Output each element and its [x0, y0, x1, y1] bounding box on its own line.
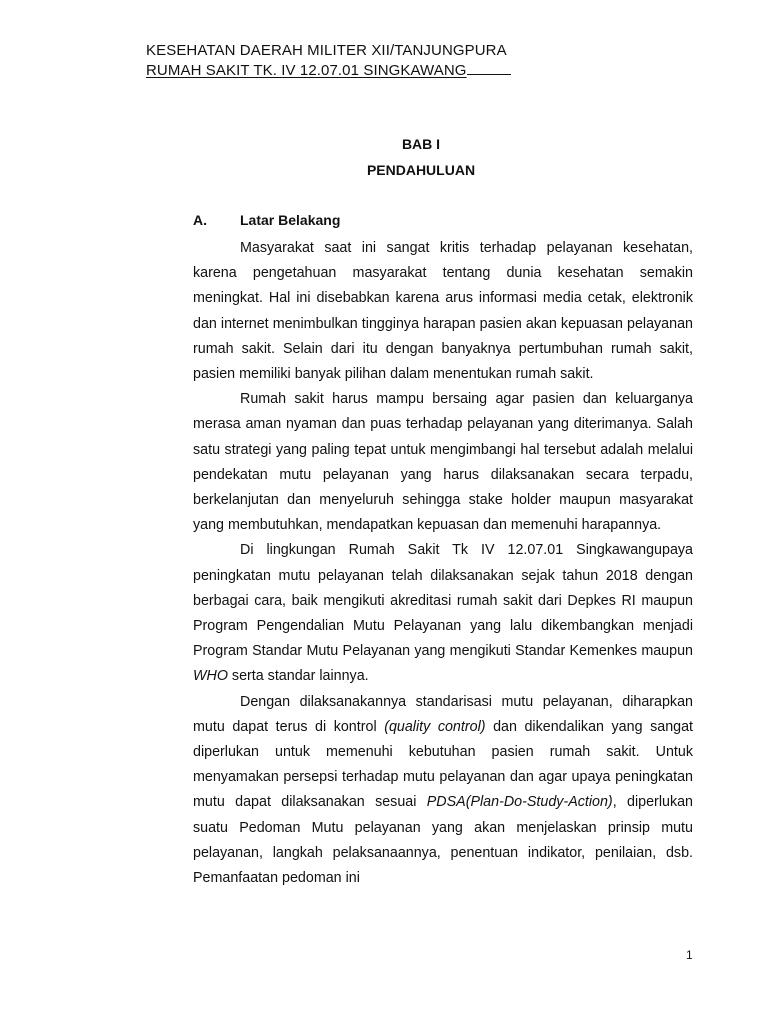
paragraph-3-who: WHO [193, 668, 228, 685]
paragraph-4 [193, 690, 693, 892]
section-heading [193, 212, 340, 228]
letterhead-line-2-text: RUMAH SAKIT TK. IV 12.07.01 SINGKAWANG [146, 62, 467, 79]
letterhead-underline [467, 60, 511, 75]
paragraph-1: Masyarakat saat ini sangat kritis terhadap pelayanan kesehatan, karena pengetahuan masyarakat tentang dunia kesehatan semakin meningkat. Hal ini disebabkan karena arus informasi media cetak, elektronik dan internet menimbulkan tingginya harapan pasien akan kepuasan pelayanan rumah sakit. Selain dari itu dengan banyaknya pertumbuhan rumah sakit, pasien memiliki banyak pilihan dalam menentukan rumah sakit. [193, 240, 693, 383]
chapter-number: BAB I [401, 136, 441, 152]
paragraph-4-pdsa: PDSA(Plan-Do-Study-Action) [426, 794, 613, 811]
chapter-title: PENDAHULUAN [366, 162, 476, 178]
body-text [193, 236, 693, 891]
section-letter: A. [193, 212, 207, 228]
paragraph-3-text-b: serta standar lainnya. [227, 668, 369, 685]
letterhead [146, 42, 511, 80]
letterhead-line-2 [146, 60, 511, 80]
paragraph-3-text-a: Di lingkungan Rumah Sakit Tk IV 12.07.01 Singkawangupaya peningkatan mutu pelayanan telah dilaksanakan sejak tahun 2018 dengan berbagai cara, baik mengikuti akreditasi rumah sakit dari Depkes RI maupun Program Pengendalian Mutu Pelayanan yang lalu dikembangkan menjadi Program Standar Mutu Pelayanan yang mengikuti Standar Kemenkes maupun [193, 542, 693, 660]
paragraph-4-quality-control: (quality control) [384, 718, 486, 735]
section-title: Latar Belakang [240, 212, 341, 228]
paragraph-4-text-c: , diperlukan suatu Pedoman Mutu pelayanan yang akan menjelaskan prinsip mutu pelayanan, langkah pelaksanaannya, penentuan indikator, penilaian, dsb. Pemanfaatan pedoman ini [193, 794, 693, 887]
page-number: 1 [686, 948, 693, 962]
letterhead-line-1: KESEHATAN DAERAH MILITER XII/TANJUNGPURA [146, 42, 507, 59]
paragraph-2: Rumah sakit harus mampu bersaing agar pasien dan keluarganya merasa aman nyaman dan puas terhadap pelayanan yang diterimanya. Salah satu strategi yang paling tepat untuk mengimbangi hal tersebut adalah melalui pendekatan mutu pelayanan yang harus dilaksanakan secara terpadu, berkelanjutan dan menyeluruh sehingga stake holder maupun masyarakat yang membutuhkan, mendapatkan kepuasan dan memenuhi harapannya. [193, 391, 693, 534]
paragraph-4-text-a: Dengan dilaksanakannya standarisasi mutu pelayanan, diharapkan mutu dapat terus di kontrol [193, 693, 693, 735]
paragraph-3 [193, 538, 693, 689]
paragraph-4-text-b: dan dikendalikan yang sangat diperlukan untuk memenuhi kebutuhan pasien rumah sakit. Untuk menyamakan persepsi terhadap mutu pelayanan dan agar upaya peningkatan mutu dapat dilaksanakan sesuai [193, 718, 694, 811]
